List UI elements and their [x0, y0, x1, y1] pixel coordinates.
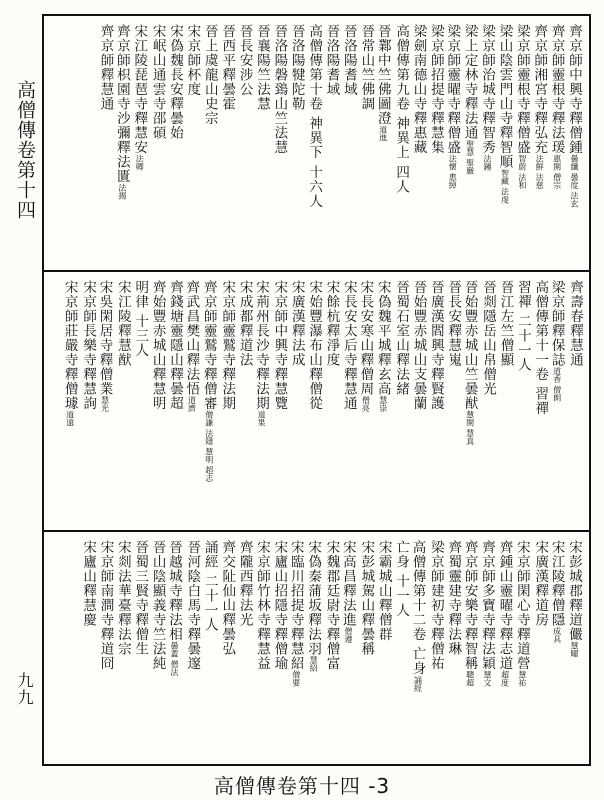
- entry-note: 道果: [256, 410, 266, 427]
- entry-text: 高僧傳第九卷 神異上 四人: [393, 24, 410, 195]
- entry-note: 智蔚 法和: [517, 154, 527, 190]
- text-column: [235, 280, 252, 367]
- entry-text: 宋京師長樂寺釋慧詢: [80, 280, 97, 411]
- entry-text: 齊京師靈根寺釋法瑗: [548, 24, 565, 155]
- entry-text: 宋京師中興寺釋慧覽: [271, 280, 288, 411]
- entry-text: 晉越城寺釋法相: [166, 540, 183, 642]
- entry-text: 晉鄴中竺佛圖澄: [374, 24, 391, 126]
- column-group: [79, 540, 583, 758]
- text-column: [235, 24, 252, 97]
- entry-text: 齊始豐赤城山釋慧明: [149, 280, 166, 411]
- entry-text: 齊京師多寶寺釋法穎: [479, 540, 496, 671]
- entry-note: 法鍾: [483, 154, 493, 171]
- entry-text: 宋偽魏長安釋曇始: [167, 24, 184, 140]
- entry-text: 晉山陰顯義寺竺法純: [149, 540, 166, 671]
- entry-note: 法鮮 法慈: [535, 154, 545, 190]
- entry-text: 宋京師閑心寺釋道營: [513, 540, 530, 671]
- entry-text: 齊錢塘靈隱山釋曇超: [167, 280, 184, 411]
- text-column: [287, 24, 304, 111]
- text-column: [548, 280, 565, 402]
- entry-text: 齊京師靈鷲寺釋僧審: [200, 280, 217, 411]
- text-column: [166, 280, 183, 411]
- text-column: [305, 280, 322, 411]
- entry-note: 慧文: [483, 670, 493, 687]
- entry-text: 晉蜀三賢寺釋僧生: [132, 540, 149, 656]
- text-column: [253, 540, 270, 671]
- text-column: [566, 540, 583, 658]
- text-column: [166, 540, 183, 676]
- text-column: [235, 540, 252, 627]
- entry-text: 齊京師釋慧通: [97, 24, 114, 111]
- entry-text: 宋京師杯度: [184, 24, 201, 97]
- entry-note: 慧紹: [309, 656, 319, 672]
- entry-text: 齊武昌樊山釋法悟: [183, 280, 200, 396]
- text-column: [270, 540, 287, 671]
- entry-text: 晉襄陽竺法慧: [253, 24, 270, 111]
- text-column: [340, 540, 357, 643]
- text-column: [426, 280, 443, 411]
- text-column: [513, 24, 530, 189]
- entry-text: 宋京師靈鷲寺釋法期: [219, 280, 236, 411]
- entry-note: 聖慧 聖嚴: [465, 140, 475, 175]
- text-column: [183, 24, 200, 97]
- text-column: [374, 24, 391, 142]
- entry-text: 宋剡法華臺釋法宗: [114, 540, 131, 656]
- text-column: [374, 280, 391, 412]
- text-column: [513, 280, 530, 372]
- text-column: [461, 280, 478, 445]
- entry-text: 宋臨川招提寺釋慧紹: [287, 540, 304, 671]
- entry-text: 晉廣漢閻興寺釋賢護: [427, 280, 444, 411]
- entry-note: 惠開 僧宗: [552, 154, 562, 190]
- entry-text: 宋廬山招隱寺釋僧瑜: [271, 540, 288, 671]
- entry-text: 晉上虞龍山史宗: [201, 24, 218, 126]
- text-column: [131, 280, 148, 358]
- entry-text: 晉洛陽耆域: [323, 24, 340, 97]
- entry-text: 宋成都釋道法: [236, 280, 253, 367]
- text-column: [374, 540, 391, 642]
- text-column: [426, 540, 443, 671]
- entry-note: 道進: [378, 125, 388, 142]
- entry-note: 曇蓋 僧法: [170, 641, 180, 677]
- entry-note: 道遠: [65, 410, 75, 427]
- entry-text: 齊交阯仙山釋曇弘: [219, 540, 236, 656]
- entry-text: 齊京師中興寺釋僧鍾: [566, 24, 582, 155]
- entry-text: 宋餘杭釋淨度: [323, 280, 340, 367]
- text-column: [531, 280, 548, 416]
- text-column: [409, 540, 426, 692]
- text-column: [270, 24, 287, 155]
- entry-text: 晉長安釋慧嵬: [445, 280, 462, 367]
- entry-text: 梁京師靈根寺釋僧盛: [513, 24, 530, 155]
- entry-note: 聰超: [465, 670, 475, 687]
- text-column: [444, 24, 461, 189]
- text-column: [357, 24, 374, 111]
- text-column: [340, 280, 357, 411]
- entry-note: 慧曜: [570, 641, 579, 658]
- text-column: [305, 24, 322, 209]
- text-column: [218, 280, 235, 411]
- text-column: [461, 24, 478, 175]
- text-column: [444, 540, 461, 656]
- entry-text: 宋高昌釋法進: [339, 540, 356, 627]
- entry-note: 法揭: [117, 183, 127, 200]
- text-column: [566, 24, 583, 208]
- entry-note: 道濟: [187, 396, 197, 412]
- text-column: [166, 24, 183, 140]
- entry-text: 齊隴西釋法光: [236, 540, 253, 627]
- entry-text: 梁京師招提寺釋慧集: [427, 24, 444, 155]
- entry-note: 僧亮: [361, 396, 371, 412]
- text-column: [409, 280, 426, 411]
- text-column: [496, 24, 513, 204]
- text-column: [218, 540, 235, 656]
- column-group: [61, 280, 583, 524]
- entry-text: 晉河陰白馬寺釋曇邃: [184, 540, 201, 671]
- text-column: [461, 540, 478, 687]
- text-column: [287, 280, 304, 367]
- entry-note: 慧崇: [378, 396, 388, 412]
- entry-text: 晉洛陽磐鵄山竺法慧: [271, 24, 288, 155]
- entry-note: 慧祐: [517, 670, 527, 687]
- text-column: [496, 540, 513, 687]
- page-footer: 高僧傳卷第十四 -3: [213, 774, 391, 798]
- text-column: [113, 24, 130, 200]
- text-column: [200, 24, 217, 126]
- entry-text: 宋江陵琵琶寺釋慧安: [131, 24, 148, 155]
- entry-text: 宋吳閑居寺釋僧業: [96, 280, 113, 396]
- text-column: [548, 24, 565, 189]
- entry-note: 慧光: [100, 396, 110, 412]
- text-column: [61, 280, 78, 427]
- entry-text: 齊京師枳園寺沙彌釋法匱: [113, 24, 130, 184]
- text-column: [270, 280, 287, 411]
- entry-text: 宋彭城駕山釋曇稱: [358, 540, 375, 656]
- page-frame: [42, 14, 591, 766]
- text-column: [96, 540, 113, 671]
- entry-note: 智藏 法虔: [500, 169, 510, 204]
- entry-text: 晉洛陽犍陀勒: [288, 24, 305, 111]
- text-column: [392, 24, 409, 194]
- entry-text: 梁山陰雲門山寺釋智順: [496, 24, 513, 169]
- entry-text: 梁劍南德山寺釋惠藏: [410, 24, 427, 155]
- text-column: [548, 540, 565, 643]
- entry-note: 法卿: [135, 154, 145, 171]
- entry-text: 齊京師安樂寺釋智稱: [461, 540, 478, 671]
- entry-note: 僧遵: [343, 627, 353, 643]
- text-column: [444, 280, 461, 367]
- entry-text: 高僧傳第十一卷 習禪: [532, 280, 549, 416]
- entry-text: 高僧傳第十二卷 亡身: [409, 540, 426, 676]
- register-middle: [44, 270, 589, 530]
- entry-text: 晉蜀石室山釋法緒: [393, 280, 410, 396]
- entry-note: 誦經: [413, 675, 423, 692]
- entry-text: 晉江左竺僧顯: [497, 280, 514, 367]
- entry-text: 齊壽春釋慧通: [567, 280, 583, 367]
- text-column: [148, 280, 165, 411]
- text-column: [392, 540, 409, 618]
- entry-text: 宋廣漢釋法成: [288, 280, 305, 367]
- entry-note: 僧要: [291, 670, 301, 687]
- entry-text: 宋京師竹林寺釋慧益: [253, 540, 270, 671]
- text-column: [96, 280, 113, 412]
- entry-text: 齊鍾山靈曜寺釋志道: [496, 540, 513, 671]
- text-column: [340, 24, 357, 97]
- entry-text: 晉長安涉公: [236, 24, 253, 97]
- text-column: [531, 540, 548, 627]
- text-column: [287, 540, 304, 687]
- text-column: [183, 280, 200, 412]
- entry-text: 宋彭城郡釋道儼: [566, 540, 582, 642]
- text-column: [131, 24, 148, 171]
- text-column: [322, 540, 339, 671]
- entry-text: 梁上定林寺釋法通: [461, 24, 478, 140]
- text-column: [200, 540, 217, 632]
- entry-text: 宋長安寒山釋僧周: [357, 280, 374, 396]
- text-column: [513, 540, 530, 687]
- entry-text: 晉西平釋曇霍: [219, 24, 236, 111]
- entry-text: 宋京師莊嚴寺釋僧璩: [61, 280, 78, 411]
- entry-text: 習禪 二十一人: [514, 280, 531, 373]
- text-column: [357, 540, 374, 656]
- text-column: [253, 24, 270, 111]
- entry-note: 曇纖 曇度 法玄: [570, 154, 579, 208]
- register-top: [44, 16, 589, 270]
- entry-text: 宋廣漢釋道房: [532, 540, 549, 627]
- text-column: [322, 24, 339, 97]
- margin-page-number: 九九: [15, 672, 34, 706]
- entry-text: 晉始豐赤城山竺曇猷: [461, 280, 478, 411]
- text-column: [113, 540, 130, 656]
- text-column: [479, 24, 496, 171]
- text-column: [566, 280, 583, 367]
- text-column: [253, 280, 270, 427]
- text-column: [357, 280, 374, 412]
- entry-text: 宋江陵釋慧猷: [114, 280, 131, 367]
- text-column: [426, 24, 443, 155]
- entry-text: 晉常山竺佛調: [358, 24, 375, 111]
- text-column: [479, 280, 496, 396]
- entry-text: 宋荊州長沙寺釋法期: [252, 280, 269, 411]
- entry-note: 慧開 慧真: [465, 410, 475, 446]
- entry-text: 梁京師釋保誌: [548, 280, 565, 367]
- text-column: [479, 540, 496, 687]
- text-column: [183, 540, 200, 671]
- entry-text: 宋京師南澗寺釋道冏: [97, 540, 114, 671]
- entry-text: 梁京師建初寺釋僧祐: [427, 540, 444, 671]
- text-column: [322, 280, 339, 367]
- entry-text: 梁京師治城寺釋智秀: [479, 24, 496, 155]
- entry-note: 法懷 惠綽: [448, 154, 458, 190]
- register-bottom: [44, 530, 589, 764]
- text-column: [496, 280, 513, 367]
- text-column: [392, 280, 409, 396]
- margin-book-title: 高僧傳卷第十四: [14, 80, 36, 220]
- entry-text: 梁京師靈曜寺釋僧盛: [444, 24, 461, 155]
- entry-text: 宋江陵釋僧隱: [548, 540, 565, 627]
- text-column: [531, 24, 548, 189]
- entry-note: 道香 僧朗: [552, 367, 562, 402]
- entry-text: 宋長安太后寺釋慧通: [340, 280, 357, 411]
- entry-text: 宋岷山通雲寺邵碩: [149, 24, 166, 140]
- entry-text: 宋魏郡廷尉寺釋僧富: [323, 540, 340, 671]
- column-group: [96, 24, 583, 264]
- entry-note: 成具: [552, 627, 562, 643]
- entry-text: 明律 十三人: [132, 280, 149, 358]
- entry-text: 宋偽魏平城釋玄高: [374, 280, 391, 396]
- text-column: [113, 280, 130, 367]
- text-column: [409, 24, 426, 155]
- text-column: [148, 24, 165, 140]
- entry-text: 晉始豐赤城山支曇蘭: [410, 280, 427, 411]
- text-column: [218, 24, 235, 111]
- text-column: [96, 24, 113, 111]
- entry-text: 宋霸城山釋僧群: [375, 540, 392, 642]
- entry-text: 高僧傳第十卷 神異下 十六人: [306, 24, 323, 209]
- entry-text: 宋始豐瀑布山釋僧從: [306, 280, 323, 411]
- entry-text: 宋偽秦蒲坂釋法羽: [305, 540, 322, 656]
- entry-text: 晉洛陽耆域: [340, 24, 357, 97]
- text-column: [305, 540, 322, 672]
- text-column: [79, 540, 96, 627]
- text-column: [148, 540, 165, 671]
- entry-text: 亡身 十一人: [393, 540, 410, 618]
- entry-text: 齊京師湘宮寺釋弘充: [531, 24, 548, 155]
- text-column: [200, 280, 217, 482]
- entry-text: 晉剡隱岳山帛僧光: [480, 280, 497, 396]
- entry-text: 宋廬山釋慧慶: [80, 540, 97, 627]
- entry-text: 誦經 二十一人: [201, 540, 218, 633]
- entry-text: 齊蜀靈建寺釋法琳: [445, 540, 462, 656]
- entry-note: 僧謙 法隱 慧明 超志: [204, 410, 214, 483]
- text-column: [131, 540, 148, 656]
- entry-note: 超度: [500, 670, 510, 687]
- text-column: [79, 280, 96, 411]
